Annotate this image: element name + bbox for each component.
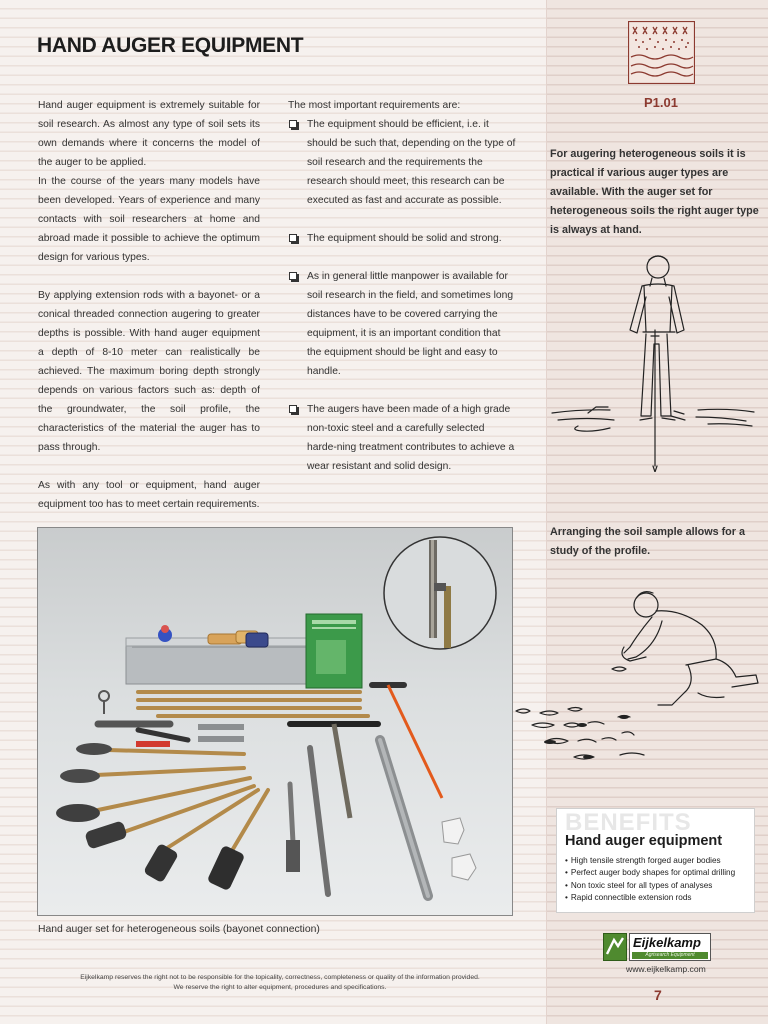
checkbox-bullet-icon bbox=[289, 234, 297, 242]
checkbox-bullet-icon bbox=[289, 272, 297, 280]
intro-paragraph-4: As with any tool or equipment, hand auger equipment too has to meet certain requirements. bbox=[38, 480, 260, 510]
page-number: 7 bbox=[654, 987, 662, 1003]
logo-name: Eijkelkamp bbox=[633, 935, 701, 950]
disclaimer: Eijkelkamp reserves the right not to be responsible for the topicality, correctness, completeness or quality of the information provided. We reserve the right to alter equipment, procedures and specifications. bbox=[80, 974, 480, 991]
requirement-item: The equipment should be solid and strong. bbox=[288, 229, 516, 248]
benefit-item: • High tensile strength forged auger bodies bbox=[565, 855, 735, 867]
page-title: HAND AUGER EQUIPMENT bbox=[37, 34, 304, 57]
benefits-list bbox=[565, 855, 735, 904]
detail-magnifier bbox=[384, 537, 496, 649]
eijkelkamp-logo bbox=[603, 933, 711, 961]
logo-tagline: Agrisearch Equipment bbox=[632, 952, 708, 959]
sample-bags bbox=[442, 818, 476, 880]
soil-profile-icon bbox=[628, 21, 695, 84]
page-code: P1.01 bbox=[644, 95, 678, 110]
benefit-item: • Perfect auger body shapes for optimal drilling bbox=[565, 867, 735, 879]
photo-caption: Hand auger set for heterogeneous soils (bayonet connection) bbox=[38, 924, 320, 935]
benefit-item: • Rapid connectible extension rods bbox=[565, 892, 735, 904]
benefit-item: • Non toxic steel for all types of analyses bbox=[565, 880, 735, 892]
requirement-item: The augers have been made of a high grade non-toxic steel and a carefully selected harde-ning treatment contributes to achieve a wear resistant and solid design. bbox=[288, 400, 516, 476]
website-url[interactable]: www.eijkelkamp.com bbox=[626, 964, 706, 974]
checkbox-bullet-icon bbox=[289, 405, 297, 413]
sidebar-note-soil-sample: Arranging the soil sample allows for a study of the profile. bbox=[550, 526, 745, 557]
man-augering-illustration bbox=[548, 250, 758, 472]
intro-column bbox=[38, 96, 260, 514]
intro-paragraph-2: In the course of the years many models have been developed. Years of experience and many contacts with soil researchers at home and abroad made it possible to achieve the optimum design for various types. bbox=[38, 176, 260, 263]
logo-mark-icon bbox=[603, 933, 627, 961]
requirements-column bbox=[288, 96, 516, 476]
manual-book bbox=[306, 614, 362, 688]
intro-paragraph-3: By applying extension rods with a bayonet- or a conical threaded connection augering to greater depths is possible. With hand auger equipment a depth of 8-10 meter can realistically be achieved. The maximum boring depth strongly depends on various factors such as: depth of the groundwater, the soil profile, the characteristics of the material the auger has to pass through. bbox=[38, 290, 260, 453]
requirement-item: The equipment should be efficient, i.e. it should be such that, depending on the type of soil research and the requirements the research should meet, this research can be executed as fast and accurate as possible. bbox=[288, 115, 516, 210]
benefits-heading: BENEFITS bbox=[565, 809, 692, 836]
kneeling-man-illustration bbox=[512, 585, 762, 765]
sidebar-note-heterogeneous: For augering heterogeneous soils it is practical if various auger types are available. With the auger set for heterogeneous soils the right auger type is always at hand. bbox=[550, 148, 759, 236]
product-photo bbox=[37, 527, 513, 916]
requirements-intro: The most important requirements are: bbox=[288, 100, 461, 111]
benefits-title: Hand auger equipment bbox=[565, 833, 723, 849]
benefits-box bbox=[556, 808, 755, 913]
intro-paragraph-1: Hand auger equipment is extremely suitable for soil research. As almost any type of soil sets its own demands where it concerns the model of the auger to be applied. bbox=[38, 100, 260, 168]
requirement-item: As in general little manpower is available for soil research in the field, and sometimes long distances have to be covered carrying the equipment, it is an important condition that the equipment should be light and easy to handle. bbox=[288, 267, 516, 381]
checkbox-bullet-icon bbox=[289, 120, 297, 128]
